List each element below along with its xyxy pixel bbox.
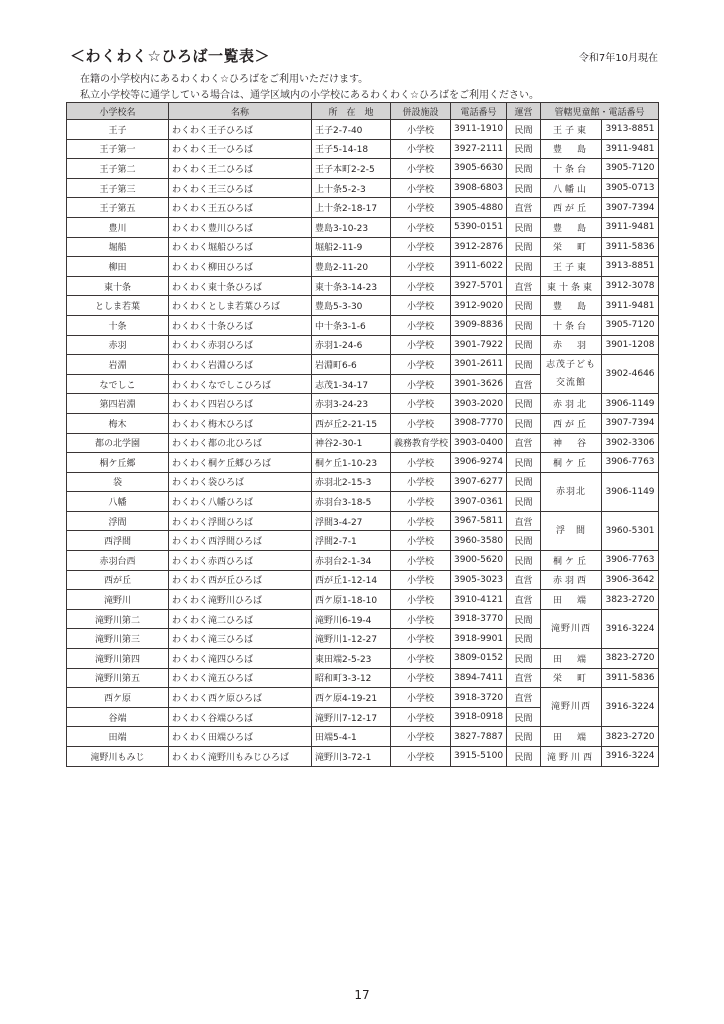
facility-cell: 小学校 [391, 629, 451, 649]
name-cell: わくわく袋ひろば [169, 472, 312, 492]
address-cell: 滝野川7-12-17 [312, 707, 391, 727]
school-cell: 堀船 [67, 237, 169, 257]
name-cell: わくわく柳田ひろば [169, 257, 312, 277]
col-school: 小学校名 [67, 103, 169, 120]
facility-cell: 小学校 [391, 570, 451, 590]
phone-cell: 3908-6803 [451, 178, 507, 198]
operator-cell: 直営 [507, 276, 541, 296]
name-cell: わくわく四岩ひろば [169, 394, 312, 414]
address-cell: 岩淵町6-6 [312, 355, 391, 375]
address-cell: 田端5-4-1 [312, 727, 391, 747]
operator-cell: 民間 [507, 355, 541, 375]
jidokan-cell: 栄 町 [541, 668, 602, 688]
table-row [67, 688, 659, 708]
facility-cell: 小学校 [391, 747, 451, 767]
table-row [67, 159, 659, 179]
address-cell: 王子2-7-40 [312, 120, 391, 140]
table-row [67, 609, 659, 629]
phone-cell: 3809-0152 [451, 649, 507, 669]
school-cell: 田端 [67, 727, 169, 747]
jidokan-phone-cell: 3911-9481 [602, 296, 659, 316]
address-cell: 赤羽3-24-23 [312, 394, 391, 414]
school-cell: 梅木 [67, 413, 169, 433]
jidokan-phone-cell: 3823-2720 [602, 649, 659, 669]
phone-cell: 3907-0361 [451, 492, 507, 512]
address-cell: 東田端2-5-23 [312, 649, 391, 669]
facility-cell: 小学校 [391, 609, 451, 629]
phone-cell: 3907-6277 [451, 472, 507, 492]
operator-cell: 民間 [507, 296, 541, 316]
facility-cell: 小学校 [391, 590, 451, 610]
school-cell: 王子 [67, 120, 169, 140]
school-cell: 岩淵 [67, 355, 169, 375]
jidokan-cell: 浮 間 [541, 511, 602, 550]
school-cell: 滝野川第二 [67, 609, 169, 629]
school-cell: 滝野川第三 [67, 629, 169, 649]
operator-cell: 直営 [507, 688, 541, 708]
facility-cell: 小学校 [391, 139, 451, 159]
jidokan-phone-cell: 3916-3224 [602, 609, 659, 648]
school-cell: 赤羽 [67, 335, 169, 355]
address-cell: 王子本町2-2-5 [312, 159, 391, 179]
phone-cell: 5390-0151 [451, 217, 507, 237]
school-cell: 東十条 [67, 276, 169, 296]
facility-cell: 小学校 [391, 120, 451, 140]
operator-cell: 民間 [507, 472, 541, 492]
table-row [67, 433, 659, 453]
table-row [67, 139, 659, 159]
jidokan-phone-cell: 3906-1149 [602, 394, 659, 414]
name-cell: わくわく王一ひろば [169, 139, 312, 159]
address-cell: 神谷2-30-1 [312, 433, 391, 453]
address-cell: 滝野川3-72-1 [312, 747, 391, 767]
facility-cell: 小学校 [391, 727, 451, 747]
address-cell: 豊島5-3-30 [312, 296, 391, 316]
col-address: 所 在 地 [312, 103, 391, 120]
table-row [67, 120, 659, 140]
operator-cell: 民間 [507, 139, 541, 159]
table-row [67, 315, 659, 335]
address-cell: 豊島3-10-23 [312, 217, 391, 237]
phone-cell: 3827-7887 [451, 727, 507, 747]
jidokan-cell: 王子東 [541, 120, 602, 140]
phone-cell: 3908-7770 [451, 413, 507, 433]
facility-cell: 小学校 [391, 551, 451, 571]
operator-cell: 民間 [507, 394, 541, 414]
school-cell: 滝野川もみじ [67, 747, 169, 767]
address-cell: 東十条3-14-23 [312, 276, 391, 296]
address-cell: 滝野川6-19-4 [312, 609, 391, 629]
facility-cell: 小学校 [391, 668, 451, 688]
phone-cell: 3900-5620 [451, 551, 507, 571]
table-row [67, 551, 659, 571]
phone-cell: 3909-8836 [451, 315, 507, 335]
operator-cell: 直営 [507, 590, 541, 610]
hiroba-table [66, 102, 659, 767]
name-cell: わくわく滝四ひろば [169, 649, 312, 669]
phone-cell: 3912-2876 [451, 237, 507, 257]
phone-cell: 3927-5701 [451, 276, 507, 296]
school-cell: 都の北学園 [67, 433, 169, 453]
operator-cell: 民間 [507, 413, 541, 433]
operator-cell: 民間 [507, 649, 541, 669]
operator-cell: 直営 [507, 511, 541, 531]
table-header-row [67, 103, 659, 120]
jidokan-cell: 桐ケ丘 [541, 453, 602, 473]
jidokan-phone-cell: 3916-3224 [602, 747, 659, 767]
name-cell: わくわく滝三ひろば [169, 629, 312, 649]
facility-cell: 小学校 [391, 688, 451, 708]
operator-cell: 民間 [507, 178, 541, 198]
name-cell: わくわく梅木ひろば [169, 413, 312, 433]
address-cell: 浮間3-4-27 [312, 511, 391, 531]
jidokan-cell: 赤羽北 [541, 394, 602, 414]
table-row [67, 296, 659, 316]
facility-cell: 小学校 [391, 472, 451, 492]
facility-cell: 小学校 [391, 511, 451, 531]
address-cell: 上十条2-18-17 [312, 198, 391, 218]
jidokan-phone-cell: 3901-1208 [602, 335, 659, 355]
jidokan-cell: 西が丘 [541, 198, 602, 218]
phone-cell: 3927-2111 [451, 139, 507, 159]
name-cell: わくわく西浮間ひろば [169, 531, 312, 551]
jidokan-cell: 八幡山 [541, 178, 602, 198]
jidokan-cell: 田 端 [541, 590, 602, 610]
table-row [67, 511, 659, 531]
phone-cell: 3911-1910 [451, 120, 507, 140]
name-cell: わくわく滝野川もみじひろば [169, 747, 312, 767]
table-row [67, 257, 659, 277]
jidokan-phone-cell: 3911-9481 [602, 217, 659, 237]
facility-cell: 小学校 [391, 257, 451, 277]
table-row [67, 237, 659, 257]
facility-cell: 小学校 [391, 335, 451, 355]
operator-cell: 民間 [507, 257, 541, 277]
name-cell: わくわく西ケ原ひろば [169, 688, 312, 708]
name-cell: わくわく豊川ひろば [169, 217, 312, 237]
table-row [67, 590, 659, 610]
address-cell: 浮間2-7-1 [312, 531, 391, 551]
operator-cell: 直営 [507, 374, 541, 394]
jidokan-phone-cell: 3905-7120 [602, 159, 659, 179]
address-cell: 西が丘1-12-14 [312, 570, 391, 590]
jidokan-cell: 滝野川西 [541, 747, 602, 767]
jidokan-cell: 滝野川西 [541, 688, 602, 727]
jidokan-phone-cell: 3911-5836 [602, 237, 659, 257]
operator-cell: 民間 [507, 315, 541, 335]
table-row [67, 355, 659, 375]
phone-cell: 3903-2020 [451, 394, 507, 414]
phone-cell: 3967-5811 [451, 511, 507, 531]
facility-cell: 小学校 [391, 315, 451, 335]
name-cell: わくわく岩淵ひろば [169, 355, 312, 375]
operator-cell: 民間 [507, 551, 541, 571]
school-cell: 西ケ原 [67, 688, 169, 708]
address-cell: 西ケ原1-18-10 [312, 590, 391, 610]
col-operator: 運営 [507, 103, 541, 120]
name-cell: わくわく滝野川ひろば [169, 590, 312, 610]
school-cell: 八幡 [67, 492, 169, 512]
address-cell: 桐ケ丘1-10-23 [312, 453, 391, 473]
jidokan-phone-cell: 3902-4646 [602, 355, 659, 394]
jidokan-cell: 桐ケ丘 [541, 551, 602, 571]
name-cell: わくわく西が丘ひろば [169, 570, 312, 590]
jidokan-phone-cell: 3905-7120 [602, 315, 659, 335]
operator-cell: 民間 [507, 237, 541, 257]
phone-cell: 3894-7411 [451, 668, 507, 688]
jidokan-cell: 十条台 [541, 159, 602, 179]
jidokan-cell: 田 端 [541, 727, 602, 747]
school-cell: 王子第一 [67, 139, 169, 159]
school-cell: 桐ケ丘郷 [67, 453, 169, 473]
address-cell: 赤羽台2-1-34 [312, 551, 391, 571]
page-number: 17 [354, 988, 370, 1002]
table-row [67, 178, 659, 198]
phone-cell: 3915-5100 [451, 747, 507, 767]
as-of-date: 令和7年10月現在 [578, 53, 658, 64]
school-cell: 王子第五 [67, 198, 169, 218]
jidokan-phone-cell: 3906-7763 [602, 551, 659, 571]
operator-cell: 民間 [507, 120, 541, 140]
table-row [67, 453, 659, 473]
table-row [67, 335, 659, 355]
name-cell: わくわく赤西ひろば [169, 551, 312, 571]
operator-cell: 民間 [507, 727, 541, 747]
school-cell: 豊川 [67, 217, 169, 237]
address-cell: 豊島2-11-20 [312, 257, 391, 277]
school-cell: 十条 [67, 315, 169, 335]
operator-cell: 民間 [507, 159, 541, 179]
address-cell: 赤羽台3-18-5 [312, 492, 391, 512]
name-cell: わくわく堀船ひろば [169, 237, 312, 257]
name-cell: わくわく田端ひろば [169, 727, 312, 747]
address-cell: 赤羽1-24-6 [312, 335, 391, 355]
school-cell: 滝野川第四 [67, 649, 169, 669]
jidokan-phone-cell: 3906-1149 [602, 472, 659, 511]
phone-cell: 3918-3770 [451, 609, 507, 629]
table-row [67, 276, 659, 296]
facility-cell: 小学校 [391, 237, 451, 257]
school-cell: 滝野川第五 [67, 668, 169, 688]
jidokan-cell: 東十条東 [541, 276, 602, 296]
address-cell: 西ケ原4-19-21 [312, 688, 391, 708]
note-line-1: 在籍の小学校内にあるわくわく☆ひろばをご利用いただけます。 [80, 74, 369, 85]
operator-cell: 民間 [507, 217, 541, 237]
jidokan-phone-cell: 3907-7394 [602, 413, 659, 433]
school-cell: 第四岩淵 [67, 394, 169, 414]
name-cell: わくわく滝五ひろば [169, 668, 312, 688]
operator-cell: 民間 [507, 453, 541, 473]
table-row [67, 649, 659, 669]
phone-cell: 3905-6630 [451, 159, 507, 179]
facility-cell: 小学校 [391, 217, 451, 237]
school-cell: 滝野川 [67, 590, 169, 610]
address-cell: 西が丘2-21-15 [312, 413, 391, 433]
jidokan-phone-cell: 3913-8851 [602, 257, 659, 277]
jidokan-phone-cell: 3913-8851 [602, 120, 659, 140]
facility-cell: 小学校 [391, 531, 451, 551]
jidokan-phone-cell: 3823-2720 [602, 727, 659, 747]
phone-cell: 3901-3626 [451, 374, 507, 394]
school-cell: 西浮間 [67, 531, 169, 551]
name-cell: わくわく東十条ひろば [169, 276, 312, 296]
facility-cell: 小学校 [391, 159, 451, 179]
address-cell: 王子5-14-18 [312, 139, 391, 159]
table-row [67, 413, 659, 433]
jidokan-phone-cell: 3907-7394 [602, 198, 659, 218]
phone-cell: 3901-7922 [451, 335, 507, 355]
jidokan-cell: 豊 島 [541, 296, 602, 316]
school-cell: 谷端 [67, 707, 169, 727]
jidokan-cell: 赤 羽 [541, 335, 602, 355]
operator-cell: 民間 [507, 707, 541, 727]
jidokan-phone-cell: 3916-3224 [602, 688, 659, 727]
table-row [67, 394, 659, 414]
operator-cell: 民間 [507, 747, 541, 767]
name-cell: わくわく滝二ひろば [169, 609, 312, 629]
name-cell: わくわく王二ひろば [169, 159, 312, 179]
table-row [67, 747, 659, 767]
school-cell: 柳田 [67, 257, 169, 277]
phone-cell: 3918-9901 [451, 629, 507, 649]
facility-cell: 小学校 [391, 296, 451, 316]
note-line-2: 私立小学校等に通学している場合は、通学区域内の小学校にあるわくわく☆ひろばをご利用ください。 [80, 90, 539, 101]
jidokan-cell: 田 端 [541, 649, 602, 669]
col-name: 名称 [169, 103, 312, 120]
table-row [67, 727, 659, 747]
name-cell: わくわく十条ひろば [169, 315, 312, 335]
operator-cell: 直営 [507, 433, 541, 453]
school-cell: としま若葉 [67, 296, 169, 316]
name-cell: わくわく桐ケ丘郷ひろば [169, 453, 312, 473]
facility-cell: 小学校 [391, 374, 451, 394]
operator-cell: 民間 [507, 629, 541, 649]
phone-cell: 3906-9274 [451, 453, 507, 473]
address-cell: 滝野川1-12-27 [312, 629, 391, 649]
jidokan-cell: 赤羽北 [541, 472, 602, 511]
school-cell: 浮間 [67, 511, 169, 531]
phone-cell: 3903-0400 [451, 433, 507, 453]
operator-cell: 直営 [507, 198, 541, 218]
facility-cell: 義務教育学校 [391, 433, 451, 453]
page-title: ＜わくわく☆ひろば一覧表＞ [70, 47, 270, 65]
address-cell: 中十条3-1-6 [312, 315, 391, 335]
facility-cell: 小学校 [391, 649, 451, 669]
address-cell: 堀船2-11-9 [312, 237, 391, 257]
jidokan-phone-cell: 3960-5301 [602, 511, 659, 550]
jidokan-phone-cell: 3911-9481 [602, 139, 659, 159]
school-cell: 西が丘 [67, 570, 169, 590]
jidokan-cell: 豊 島 [541, 139, 602, 159]
table-row [67, 570, 659, 590]
name-cell: わくわく都の北ひろば [169, 433, 312, 453]
phone-cell: 3912-9020 [451, 296, 507, 316]
operator-cell: 民間 [507, 492, 541, 512]
jidokan-cell: 滝野川西 [541, 609, 602, 648]
col-facility: 併設施設 [391, 103, 451, 120]
phone-cell: 3960-3580 [451, 531, 507, 551]
jidokan-cell: 十条台 [541, 315, 602, 335]
operator-cell: 民間 [507, 609, 541, 629]
school-cell: 赤羽台西 [67, 551, 169, 571]
jidokan-cell: 王子東 [541, 257, 602, 277]
jidokan-phone-cell: 3906-3642 [602, 570, 659, 590]
jidokan-phone-cell: 3905-0713 [602, 178, 659, 198]
jidokan-phone-cell: 3823-2720 [602, 590, 659, 610]
name-cell: わくわく赤羽ひろば [169, 335, 312, 355]
jidokan-cell: 赤羽西 [541, 570, 602, 590]
jidokan-cell: 志茂子ども交流館 [541, 355, 602, 394]
table-row [67, 198, 659, 218]
facility-cell: 小学校 [391, 178, 451, 198]
table-body [67, 120, 659, 767]
table-row [67, 668, 659, 688]
operator-cell: 直営 [507, 570, 541, 590]
jidokan-cell: 豊 島 [541, 217, 602, 237]
table-row [67, 217, 659, 237]
address-cell: 志茂1-34-17 [312, 374, 391, 394]
facility-cell: 小学校 [391, 276, 451, 296]
phone-cell: 3918-0918 [451, 707, 507, 727]
school-cell: なでしこ [67, 374, 169, 394]
col-phone: 電話番号 [451, 103, 507, 120]
phone-cell: 3901-2611 [451, 355, 507, 375]
facility-cell: 小学校 [391, 453, 451, 473]
jidokan-phone-cell: 3912-3078 [602, 276, 659, 296]
jidokan-cell: 神 谷 [541, 433, 602, 453]
facility-cell: 小学校 [391, 707, 451, 727]
operator-cell: 民間 [507, 531, 541, 551]
name-cell: わくわく王子ひろば [169, 120, 312, 140]
jidokan-cell: 西が丘 [541, 413, 602, 433]
operator-cell: 直営 [507, 668, 541, 688]
name-cell: わくわく王三ひろば [169, 178, 312, 198]
facility-cell: 小学校 [391, 198, 451, 218]
name-cell: わくわくなでしこひろば [169, 374, 312, 394]
facility-cell: 小学校 [391, 394, 451, 414]
col-jidokan: 管轄児童館・電話番号 [541, 103, 659, 120]
jidokan-phone-cell: 3911-5836 [602, 668, 659, 688]
name-cell: わくわく王五ひろば [169, 198, 312, 218]
phone-cell: 3918-3720 [451, 688, 507, 708]
operator-cell: 民間 [507, 335, 541, 355]
phone-cell: 3905-3023 [451, 570, 507, 590]
address-cell: 赤羽北2-15-3 [312, 472, 391, 492]
name-cell: わくわくとしま若葉ひろば [169, 296, 312, 316]
address-cell: 上十条5-2-3 [312, 178, 391, 198]
phone-cell: 3911-6022 [451, 257, 507, 277]
school-cell: 王子第二 [67, 159, 169, 179]
jidokan-phone-cell: 3902-3306 [602, 433, 659, 453]
phone-cell: 3905-4880 [451, 198, 507, 218]
school-cell: 袋 [67, 472, 169, 492]
jidokan-phone-cell: 3906-7763 [602, 453, 659, 473]
phone-cell: 3910-4121 [451, 590, 507, 610]
school-cell: 王子第三 [67, 178, 169, 198]
name-cell: わくわく八幡ひろば [169, 492, 312, 512]
name-cell: わくわく谷端ひろば [169, 707, 312, 727]
name-cell: わくわく浮間ひろば [169, 511, 312, 531]
jidokan-cell: 栄 町 [541, 237, 602, 257]
address-cell: 昭和町3-3-12 [312, 668, 391, 688]
facility-cell: 小学校 [391, 492, 451, 512]
table-row [67, 472, 659, 492]
facility-cell: 小学校 [391, 413, 451, 433]
facility-cell: 小学校 [391, 355, 451, 375]
